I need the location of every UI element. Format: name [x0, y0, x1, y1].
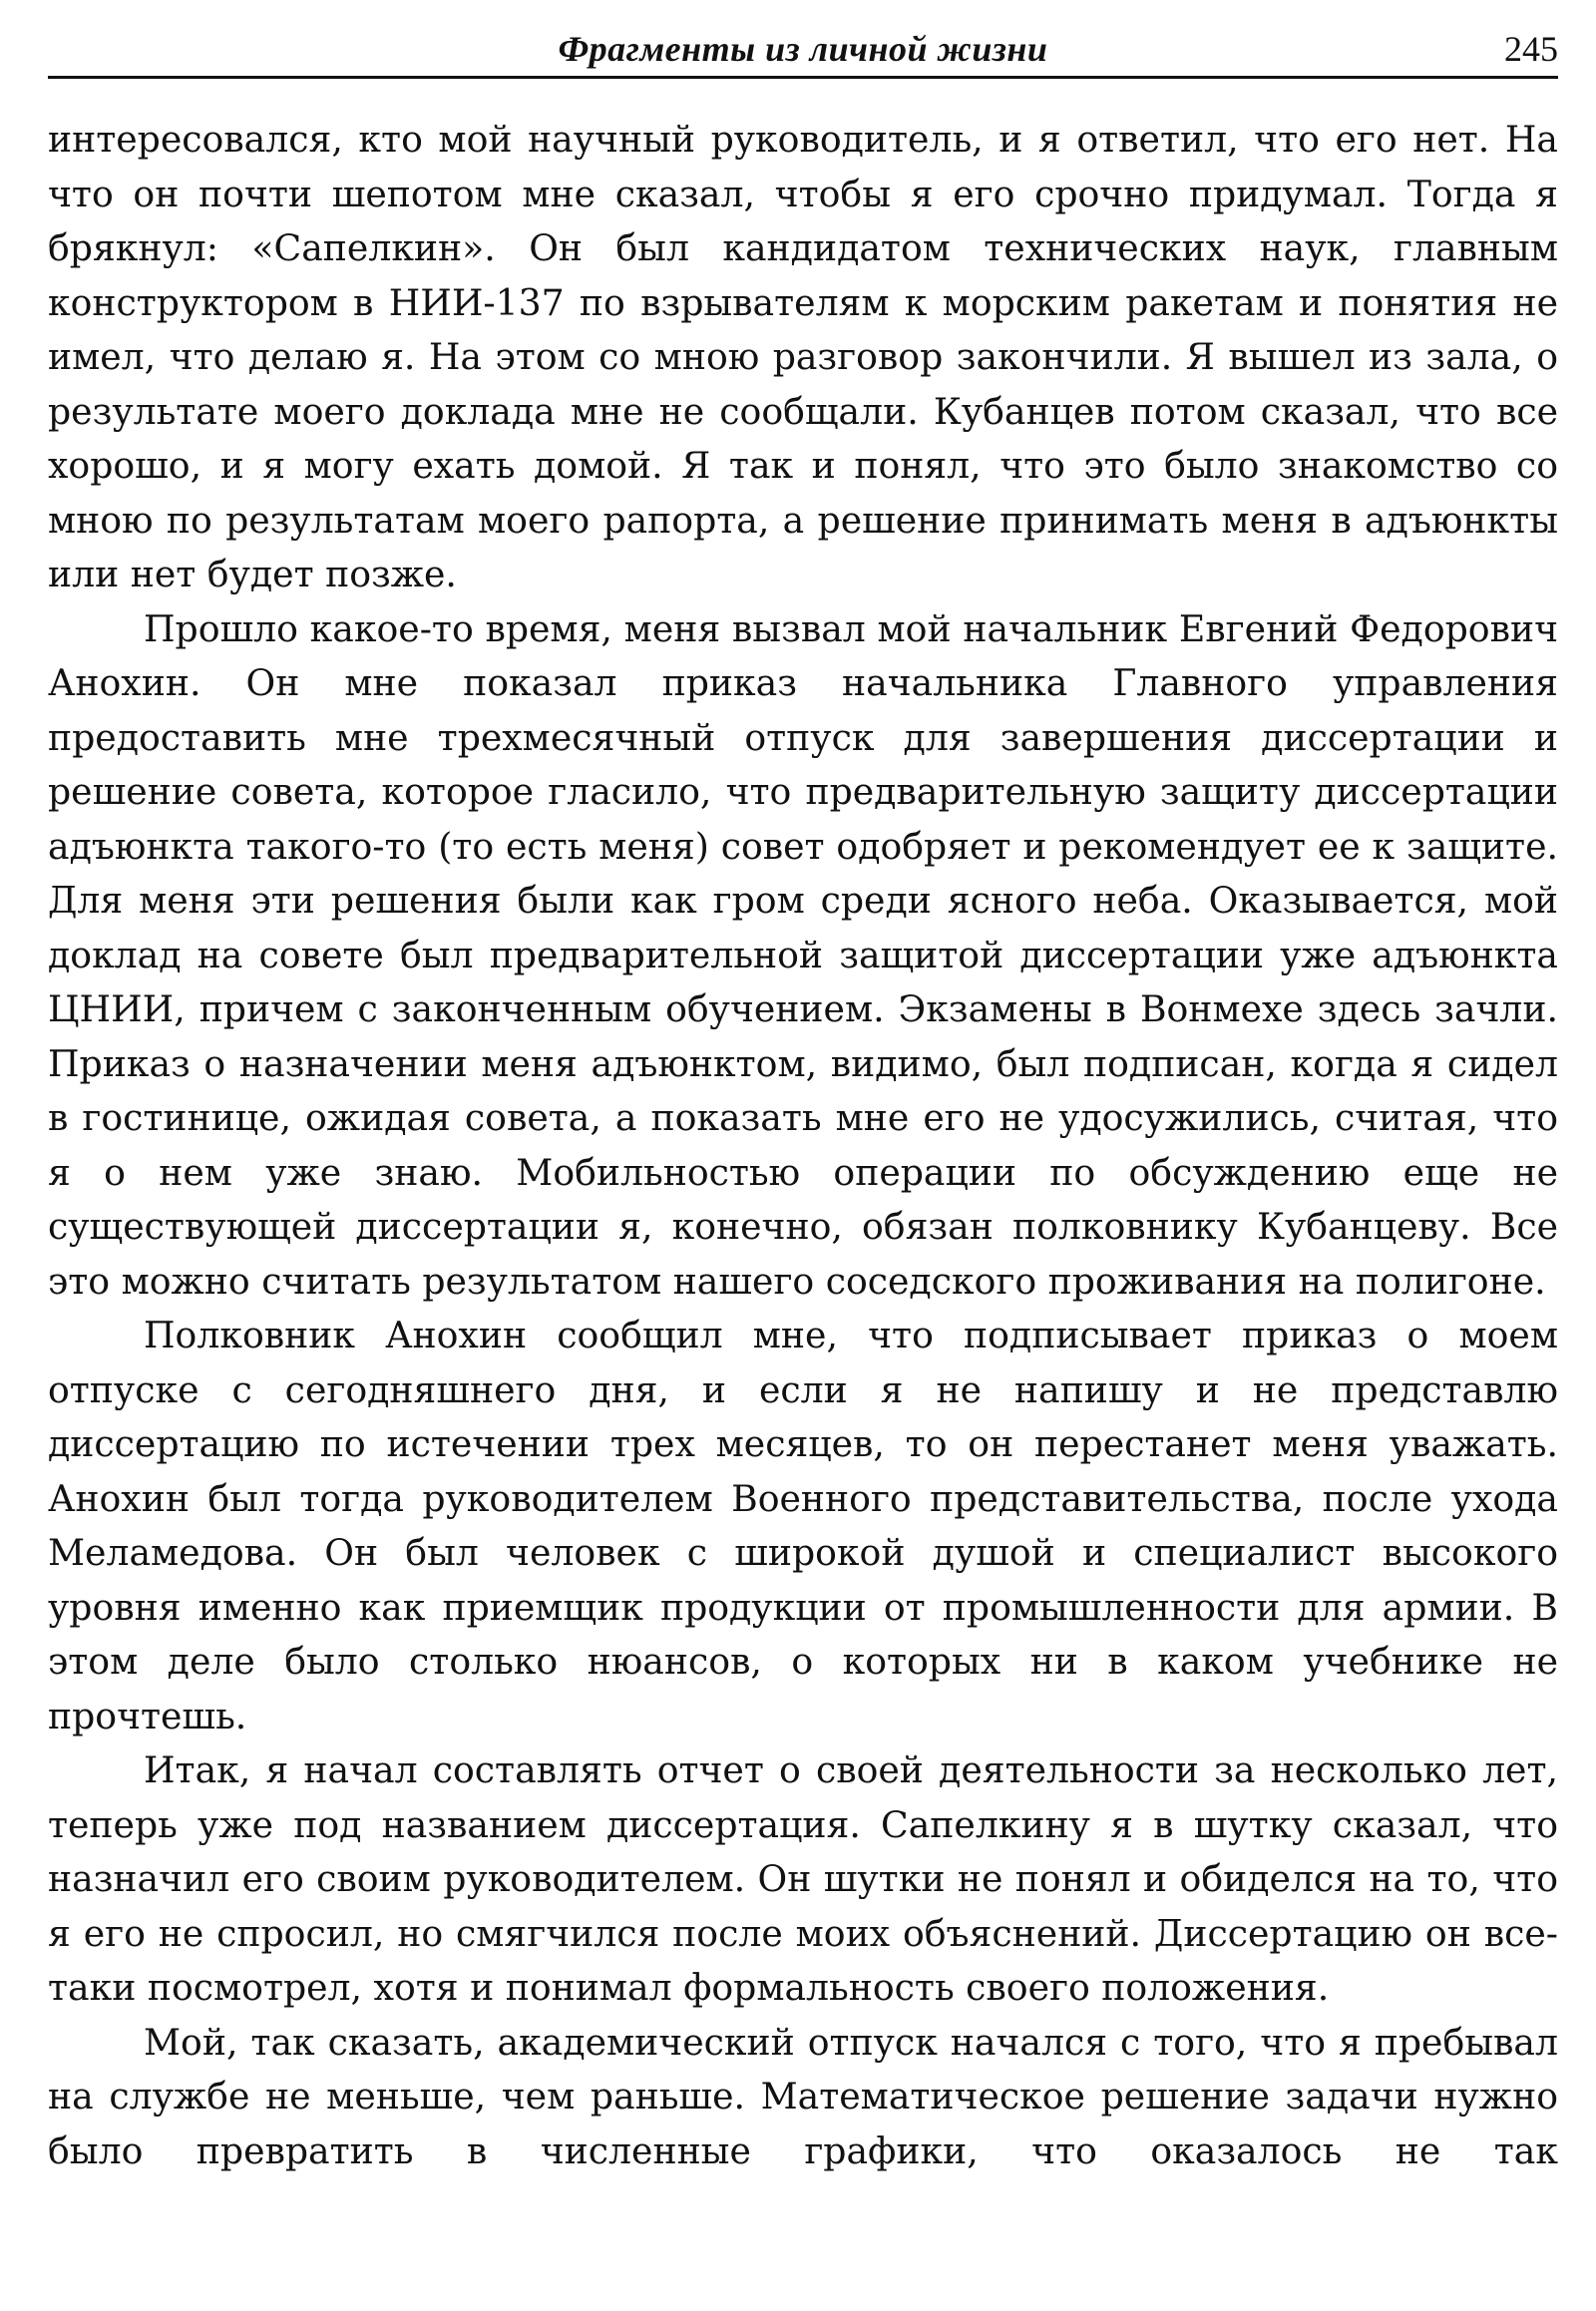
text-body	[48, 113, 1558, 2178]
running-title: Фрагменты из личной жизни	[558, 29, 1048, 69]
paragraph: Полковник Анохин сообщил мне, что подписывает приказ о моем отпуске с сегодняшнего дня, и если я не напишу и не представлю диссертацию по истечении трех месяцев, то он перестанет меня уважать. Анохин был тогда руководителем Военного представительства, после ухода Меламедова. Он был человек с широкой душой и специалист высокого уровня именно как приемщик продукции от промышленности для армии. В этом деле было столько нюансов, о которых ни в каком учебнике не прочтешь.	[48, 1314, 1558, 1737]
paragraph-continues: Мой, так сказать, академический отпуск начался с того, что я пребывал на службе не меньше, чем раньше. Математическое решение задачи нужно было превратить в численные графики, что оказалось не так	[48, 2020, 1558, 2172]
paragraph: Итак, я начал составлять отчет о своей деятельности за несколько лет, теперь уже под названием диссертация. Сапелкину я в шутку сказал, что назначил его своим руководителем. Он шутки не понял и обиделся на то, что я его не спросил, но смягчился после моих объяснений. Диссертацию он все-таки посмотрел, хотя и понимал формальность своего положения.	[48, 1748, 1558, 2009]
page-number: 245	[1504, 29, 1558, 69]
running-header	[48, 24, 1558, 79]
paragraph: Прошло какое-то время, меня вызвал мой начальник Евгений Федорович Анохин. Он мне показал приказ начальника Главного управления предоставить мне трехмесячный отпуск для завершения диссертации и решение совета, которое гласило, что предварительную защиту диссертации адъюнкта такого-то (то есть меня) совет одобряет и рекомендует ее к защите. Для меня эти решения были как гром среди ясного неба. Оказывается, мой доклад на совете был предварительной защитой диссертации уже адъюнкта ЦНИИ, причем с законченным обучением. Экзамены в Вонмехе здесь зачли. Приказ о назначении меня адъюнктом, видимо, был подписан, когда я сидел в гостинице, ожидая совета, а показать мне его не удосужились, считая, что я о нем уже знаю. Мобильностью операции по обсуждению еще не существующей диссертации я, конечно, обязан полковнику Кубанцеву. Все это можно считать результатом нашего соседского проживания на полигоне.	[48, 606, 1558, 1303]
book-page	[48, 24, 1558, 2288]
paragraph-continued: интересовался, кто мой научный руководитель, и я ответил, что его нет. На что он почти шепотом мне сказал, чтобы я его срочно придумал. Тогда я брякнул: «Сапелкин». Он был кандидатом технических наук, главным конструктором в НИИ-137 по взрывателям к морским ракетам и понятия не имел, что делаю я. На этом со мною разговор закончили. Я вышел из зала, о результате моего доклада мне не сообщали. Кубанцев потом сказал, что все хорошо, и я могу ехать домой. Я так и понял, что это было знакомство со мною по результатам моего рапорта, а решение принимать меня в адъюнкты или нет будет позже.	[48, 118, 1558, 595]
